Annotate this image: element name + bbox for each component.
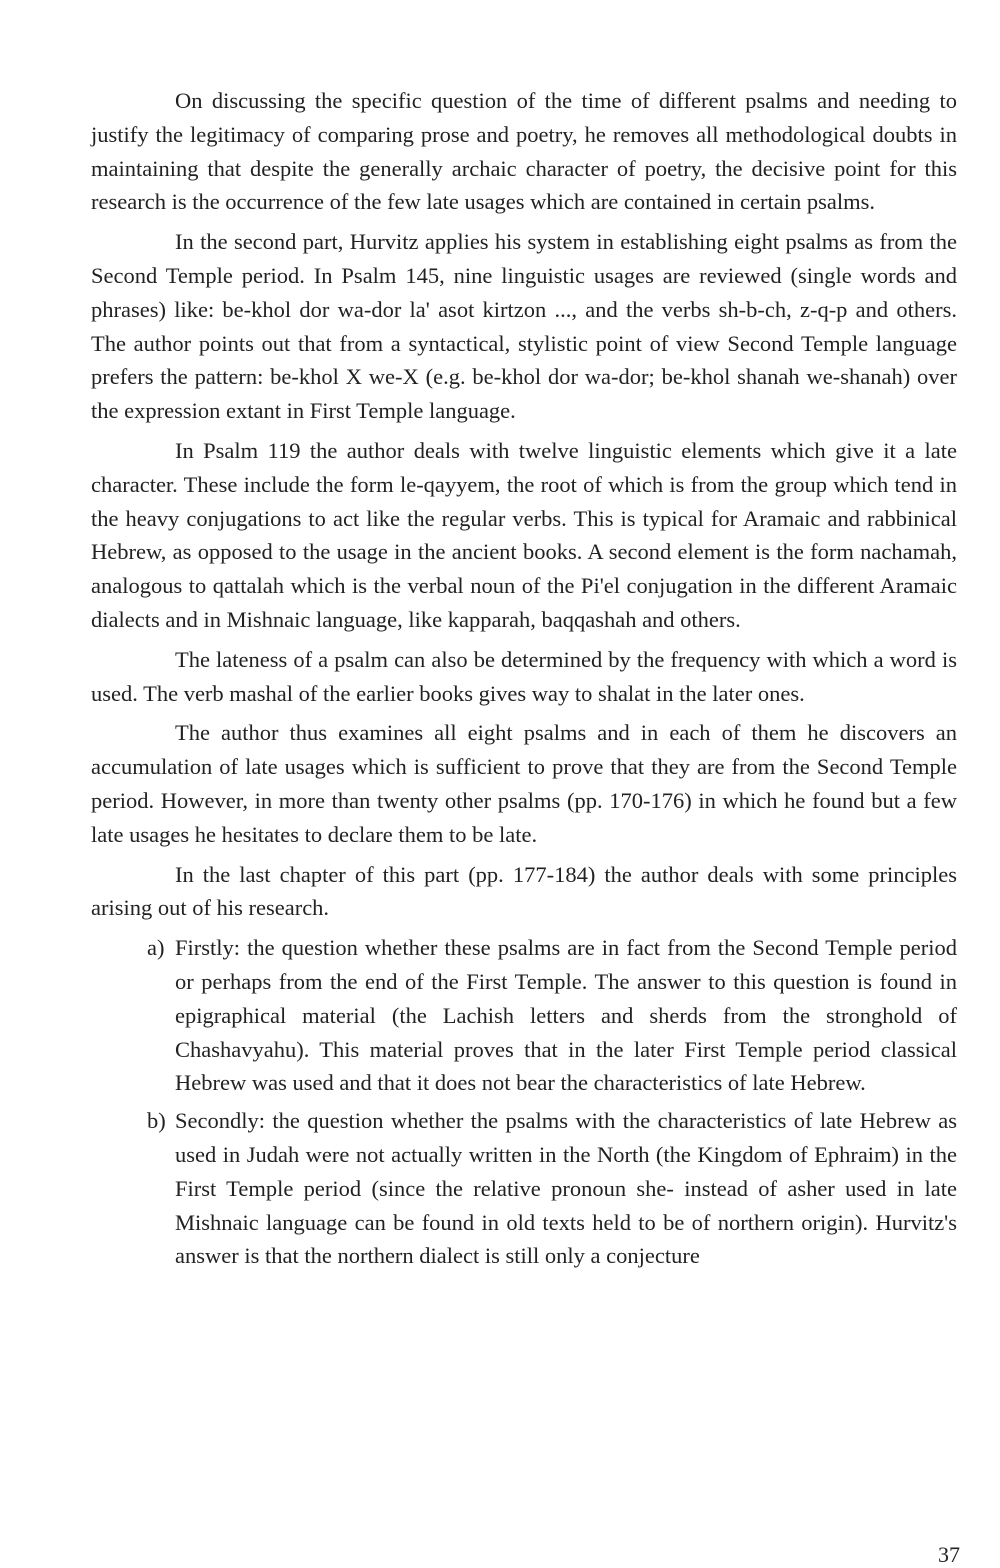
list-marker: a)	[147, 935, 165, 961]
paragraph-6: In the last chapter of this part (pp. 177-184) the author deals with some principles arising out of his research.	[91, 861, 957, 921]
list-marker: b)	[147, 1108, 166, 1134]
list-item-text: Secondly: the question whether the psalms with the characteristics of late Hebrew as used in Judah were not actually written in the North (the Kingdom of Ephraim) in the First Temple period (since the relative pronoun she- instead of asher used in late Mishnaic language can be found in old texts held to be of northern origin). Hurvitz's answer is that the northern dialect is still only a conjecture	[175, 1108, 957, 1269]
list-item-b	[147, 1104, 957, 1273]
paragraph-2: In the second part, Hurvitz applies his system in establishing eight psalms as from the Second Temple period. In Psalm 145, nine linguistic usages are reviewed (single words and phrases) like: be-khol dor wa-dor la' asot kirtzon ..., and the verbs sh-b-ch, z-q-p and others. The author points out that from a syntactical, stylistic point of view Second Temple language prefers the pattern: be-khol X we-X (e.g. be-khol dor wa-dor; be-khol shanah we-shanah) over the expression extant in First Temple language.	[91, 229, 957, 424]
document-page	[91, 84, 957, 1277]
paragraph-4: The lateness of a psalm can also be determined by the frequency with which a word is used. The verb mashal of the earlier books gives way to shalat in the later ones.	[91, 646, 957, 706]
paragraph-1: On discussing the specific question of the time of different psalms and needing to justify the legitimacy of comparing prose and poetry, he removes all methodological doubts in maintaining that despite the generally archaic character of poetry, the decisive point for this research is the occurrence of the few late usages which are contained in certain psalms.	[91, 88, 957, 215]
list-item-a	[147, 931, 957, 1100]
list-item-text: Firstly: the question whether these psalms are in fact from the Second Temple period or perhaps from the end of the First Temple. The answer to this question is found in epigraphical material (the Lachish letters and sherds from the stronghold of Chashavyahu). This material proves that in the later First Temple period classical Hebrew was used and that it does not bear the characteristics of late Hebrew.	[175, 935, 957, 1096]
page-number: 37	[938, 1542, 960, 1567]
paragraph-5: The author thus examines all eight psalms and in each of them he discovers an accumulation of late usages which is sufficient to prove that they are from the Second Temple period. However, in more than twenty other psalms (pp. 170-176) in which he found but a few late usages he hesitates to declare them to be late.	[91, 720, 957, 847]
paragraph-3: In Psalm 119 the author deals with twelve linguistic elements which give it a late character. These include the form le-qayyem, the root of which is from the group which tend in the heavy conjugations to act like the regular verbs. This is typical for Aramaic and rabbinical Hebrew, as opposed to the usage in the ancient books. A second element is the form nachamah, analogous to qattalah which is the verbal noun of the Pi'el conjugation in the different Aramaic dialects and in Mishnaic language, like kapparah, baqqashah and others.	[91, 437, 957, 632]
